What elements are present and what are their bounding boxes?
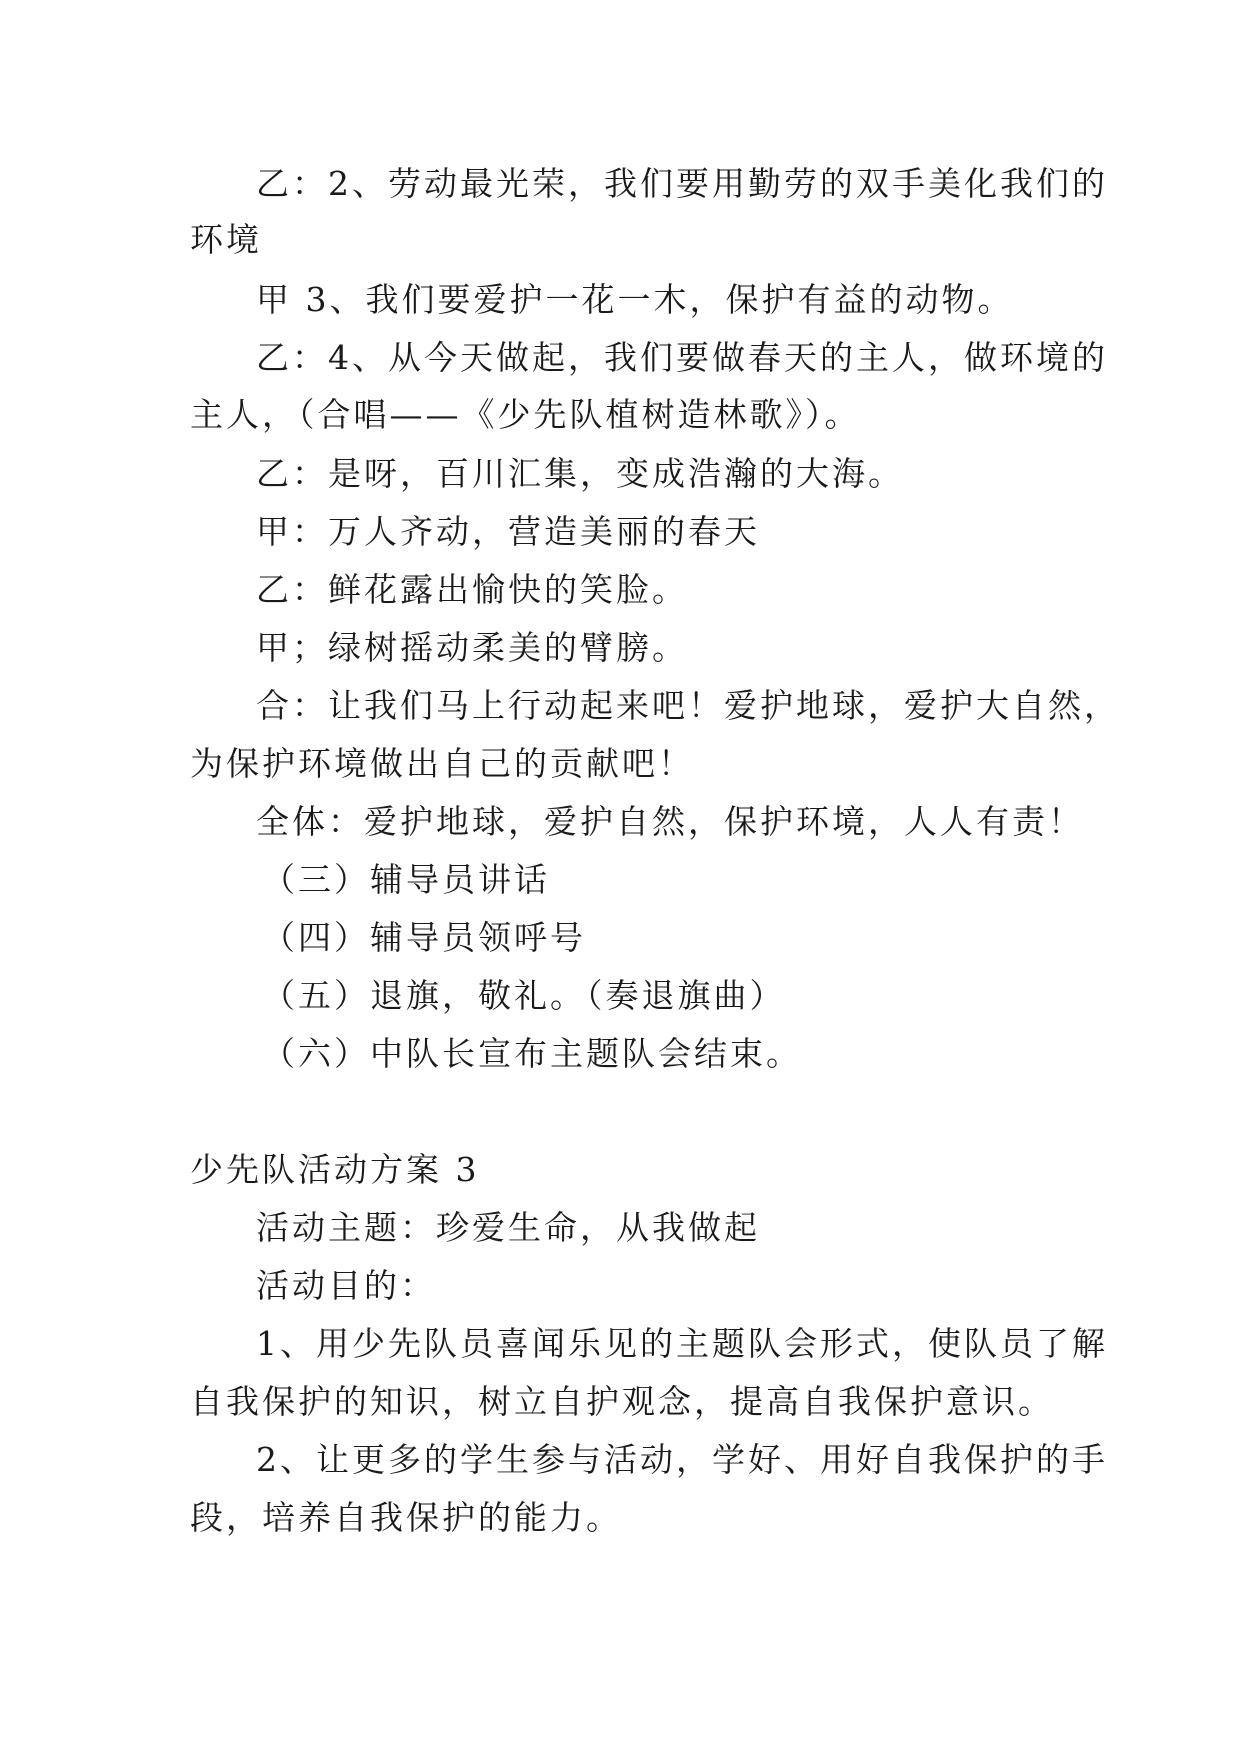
text-line: 甲；绿树摇动柔美的臂膀。 <box>256 628 688 667</box>
text-line: （五）退旗，敬礼。（奏退旗曲） <box>262 976 786 1015</box>
text-line: 活动目的： <box>256 1266 436 1305</box>
text-line: 自我保护的知识，树立自护观念，提高自我保护意识。 <box>190 1382 1054 1421</box>
text-line: 甲：万人齐动，营造美丽的春天 <box>256 512 760 551</box>
text-line: 甲 3、我们要爱护一花一木，保护有益的动物。 <box>256 280 1014 319</box>
text-line: 段，培养自我保护的能力。 <box>190 1498 622 1537</box>
text-line: 全体：爱护地球，爱护自然，保护环境，人人有责！ <box>256 802 1084 841</box>
text-line: （四）辅导员领呼号 <box>262 918 586 957</box>
text-line: 乙：4、从今天做起，我们要做春天的主人，做环境的 <box>256 338 1108 377</box>
text-line: 1、用少先队员喜闻乐见的主题队会形式，使队员了解 <box>256 1324 1108 1363</box>
section-heading: 少先队活动方案 3 <box>190 1150 480 1189</box>
text-line: 2、让更多的学生参与活动，学好、用好自我保护的手 <box>256 1440 1108 1479</box>
text-line: 乙：鲜花露出愉快的笑脸。 <box>256 570 688 609</box>
text-line: 乙：是呀，百川汇集，变成浩瀚的大海。 <box>256 454 904 493</box>
text-line: （六）中队长宣布主题队会结束。 <box>262 1034 802 1073</box>
text-line: 为保护环境做出自己的贡献吧！ <box>190 744 694 783</box>
text-line: 乙：2、劳动最光荣，我们要用勤劳的双手美化我们的 <box>256 164 1108 203</box>
text-line: 环境 <box>190 220 262 259</box>
text-line: 活动主题：珍爱生命，从我做起 <box>256 1208 760 1247</box>
text-line: （三）辅导员讲话 <box>262 860 550 899</box>
text-line: 主人，（合唱——《少先队植树造林歌》）。 <box>190 395 861 434</box>
text-line: 合：让我们马上行动起来吧！爱护地球，爱护大自然， <box>256 686 1120 725</box>
